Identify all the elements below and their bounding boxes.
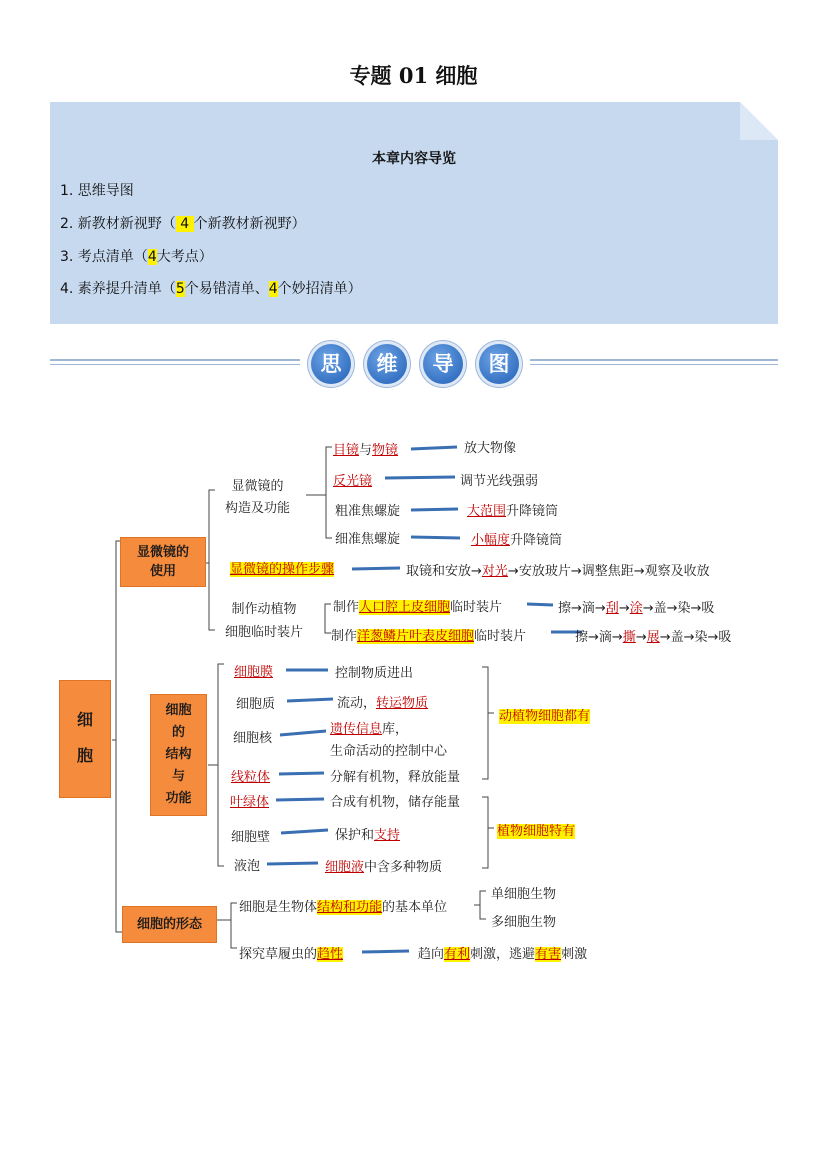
node-taxis-fn: 趋向有利刺激，逃避有害刺激: [418, 947, 588, 962]
node-cytoplasm-fn: 流动，转运物质: [337, 696, 429, 711]
guide-item-4: 4. 素养提升清单（5个易错清单、4个妙招清单）: [60, 281, 362, 297]
banner-char-4: 图: [479, 344, 519, 384]
node-fine-fn: 小幅度升降镜筒: [471, 533, 563, 548]
node-structure-function: 显微镜的 构造及功能: [225, 479, 291, 516]
node-slide-making: 制作动植物 细胞临时装片: [225, 602, 304, 640]
node-unicellular: 单细胞生物: [491, 887, 557, 902]
banner-char-2: 维: [367, 344, 407, 384]
node-eyepiece-fn: 放大物像: [464, 441, 517, 456]
node-coarse: 粗准焦螺旋: [335, 504, 401, 519]
node-mirror-fn: 调节光线强弱: [460, 474, 539, 489]
banner-char-1: 思: [311, 344, 351, 384]
node-chloroplast: 叶绿体: [230, 795, 270, 810]
node-slide-cheek: 制作人口腔上皮细胞临时装片: [333, 600, 503, 615]
node-steps: 显微镜的操作步骤: [230, 562, 335, 577]
node-chloroplast-fn: 合成有机物，储存能量: [330, 795, 461, 810]
node-mitochondria-fn: 分解有机物，释放能量: [330, 770, 461, 785]
node-basic-unit: 细胞是生物体结构和功能的基本单位: [239, 900, 448, 915]
node-coarse-fn: 大范围升降镜筒: [467, 504, 559, 519]
node-mirror: 反光镜: [333, 474, 373, 489]
branch-morphology: 细胞的形态: [122, 906, 217, 943]
node-slide-cheek-steps: 擦→滴→刮→涂→盖→染→吸: [558, 601, 715, 616]
guide-heading: 本章内容导览: [372, 151, 456, 167]
node-nucleus: 细胞核: [233, 731, 273, 746]
page-title: 专题 01 细胞: [349, 63, 478, 88]
node-taxis: 探究草履虫的趋性: [239, 947, 344, 962]
node-cytoplasm: 细胞质: [236, 697, 276, 712]
guide-item-1: 1. 思维导图: [60, 183, 134, 199]
branch-structure: 细胞 的 结构 与 功能: [150, 694, 207, 816]
root-node: 细 胞: [59, 680, 111, 798]
node-slide-onion-steps: 擦→滴→撕→展→盖→染→吸: [575, 630, 732, 645]
node-fine: 细准焦螺旋: [335, 532, 401, 547]
node-slide-onion: 制作洋葱鳞片叶表皮细胞临时装片: [331, 629, 527, 644]
node-cell-wall-fn: 保护和支持: [335, 828, 401, 843]
node-membrane: 细胞膜: [234, 665, 274, 680]
node-eyepiece: 目镜与物镜: [333, 443, 399, 458]
node-plant-only: 植物细胞特有: [497, 824, 576, 839]
node-multicellular: 多细胞生物: [491, 915, 557, 930]
node-steps-detail: 取镜和安放→对光→安放玻片→调整焦距→观察及收放: [406, 564, 710, 579]
node-nucleus-fn-2: 生命活动的控制中心: [330, 744, 448, 759]
node-mitochondria: 线粒体: [231, 770, 271, 785]
banner-char-3: 导: [423, 344, 463, 384]
node-vacuole: 液泡: [234, 859, 261, 874]
guide-item-3: 3. 考点清单（4大考点）: [60, 249, 213, 265]
guide-item-2: 2. 新教材新视野（ 4 个新教材新视野）: [60, 216, 306, 232]
node-nucleus-fn: 遗传信息库，: [330, 722, 409, 737]
node-membrane-fn: 控制物质进出: [335, 666, 414, 681]
node-vacuole-fn: 细胞液中含多种物质: [325, 860, 443, 875]
node-cell-wall: 细胞壁: [231, 830, 271, 845]
branch-microscope: 显微镜的 使用: [120, 537, 206, 587]
node-common: 动植物细胞都有: [499, 709, 591, 724]
